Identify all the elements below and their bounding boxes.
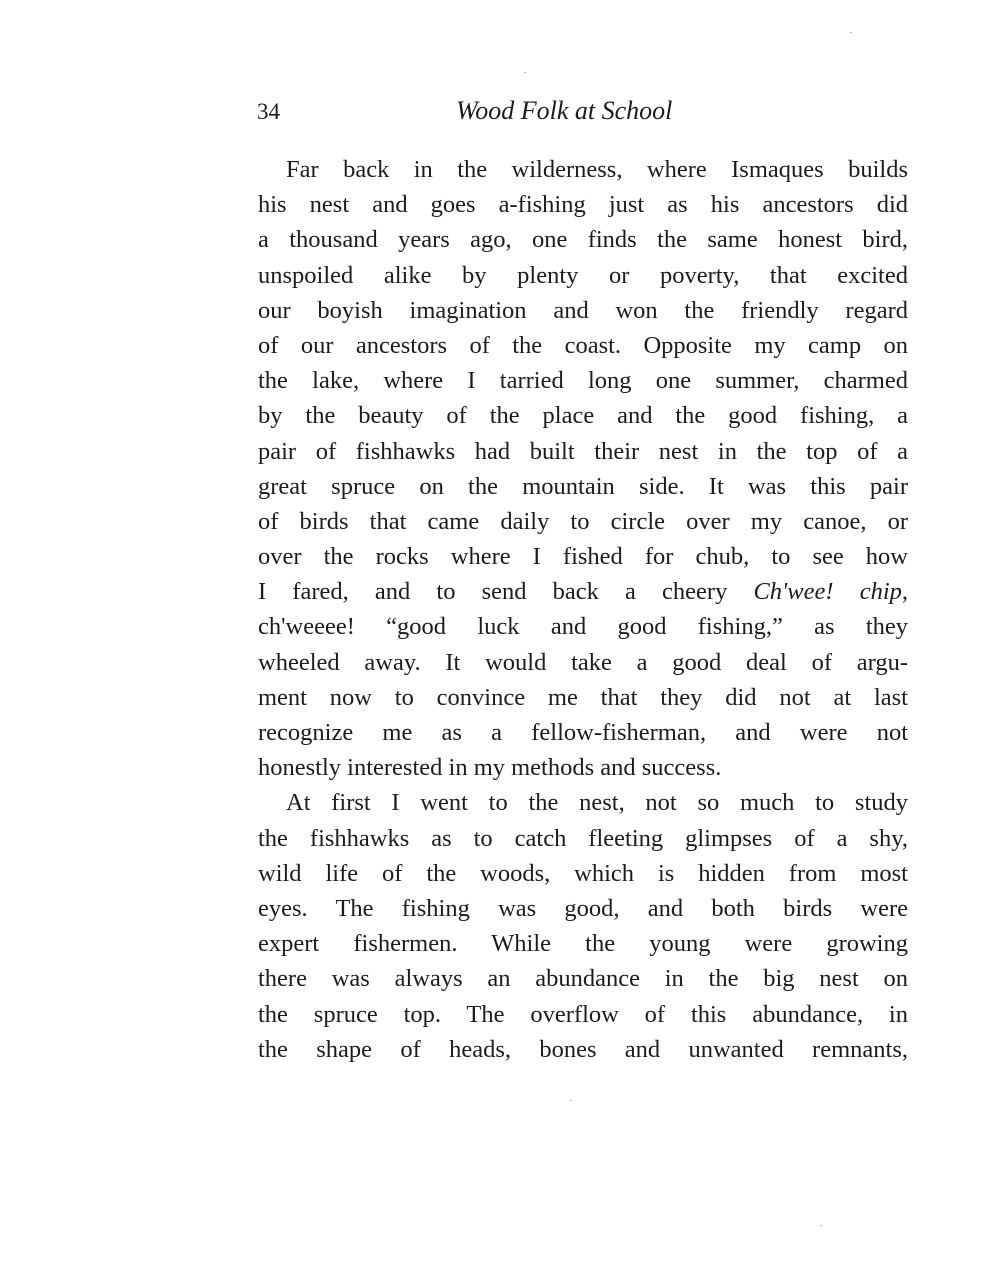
text-line: recognize me as a fellow-fisherman, and were not (258, 719, 908, 746)
text-line: wild life of the woods, which is hidden from most (258, 859, 908, 887)
paper-speck (570, 1100, 572, 1101)
text-line: by the beauty of the place and the good fishing, a (258, 402, 908, 430)
text-line: honestly interested in my methods and success. (258, 754, 722, 782)
paragraph-1 (258, 152, 908, 785)
text-line: the spruce top. The overflow of this abundance, in (258, 1000, 908, 1028)
text-line: ch'weeee! “good luck and good fishing,” as they (258, 613, 908, 641)
paper-speck (524, 72, 526, 73)
text-line: the fishhawks as to catch fleeting glimpses of a shy, (258, 824, 908, 852)
text-line: At first I went to the nest, not so much to study (286, 789, 908, 817)
text-line: the lake, where I tarried long one summer, charmed (258, 367, 908, 395)
running-head-title: Wood Folk at School (456, 96, 673, 125)
paragraph-2 (258, 785, 908, 1067)
paper-speck (850, 32, 852, 33)
text-line: there was always an abundance in the big nest on (258, 965, 908, 993)
text-line: unspoiled alike by plenty or poverty, that excited (258, 261, 908, 289)
text-line: ment now to convince me that they did not at last (258, 683, 908, 711)
text-line-roman: I fared, and to send back a cheery (258, 578, 754, 606)
text-line-mixed (258, 574, 908, 609)
text-line: expert fishermen. While the young were growing (258, 930, 908, 958)
text-line: a thousand years ago, one finds the same honest bird, (258, 226, 908, 254)
text-line: pair of fishhawks had built their nest in the top of a (258, 437, 908, 465)
text-line: great spruce on the mountain side. It was this pair (258, 472, 908, 500)
text-line: wheeled away. It would take a good deal of argu- (258, 648, 908, 676)
text-line: Far back in the wilderness, where Ismaques builds (286, 156, 908, 183)
bird-call-italic: Ch'wee! chip, (753, 578, 908, 606)
text-line: his nest and goes a-fishing just as his ancestors did (258, 191, 908, 219)
text-line: over the rocks where I fished for chub, to see how (258, 543, 908, 571)
body-text (258, 152, 908, 1067)
page-number: 34 (257, 99, 280, 124)
text-line: eyes. The fishing was good, and both birds were (258, 894, 908, 922)
text-line: the shape of heads, bones and unwanted remnants, (258, 1035, 908, 1063)
text-line: our boyish imagination and won the friendly regard (258, 296, 908, 324)
paper-speck (820, 1225, 822, 1226)
text-line: of birds that came daily to circle over my canoe, or (258, 507, 908, 535)
text-line: of our ancestors of the coast. Opposite my camp on (258, 331, 908, 359)
